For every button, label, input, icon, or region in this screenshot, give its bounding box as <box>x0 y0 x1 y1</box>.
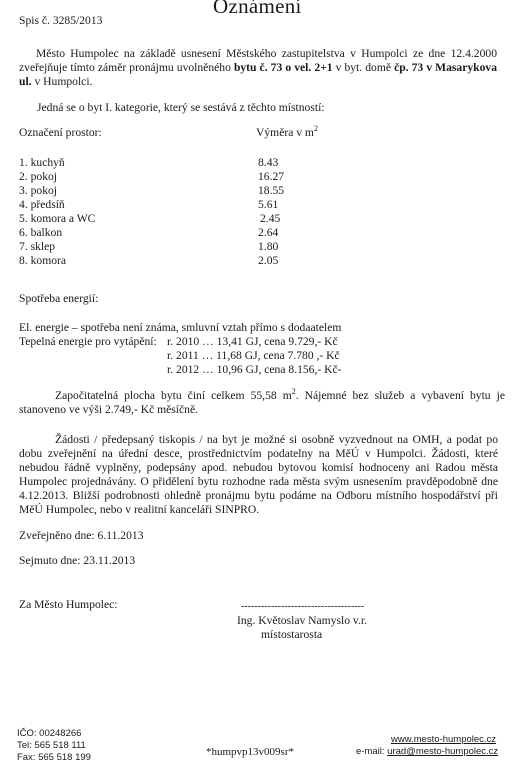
room-area: 2.05 <box>258 254 279 267</box>
room-area: 18.55 <box>258 184 285 197</box>
room-area: 2.64 <box>258 226 279 239</box>
heat-row: r. 2012 … 10,96 GJ, cena 8.156,- Kč- <box>167 363 342 376</box>
footer-ico: IČO: 00248266 <box>17 728 82 739</box>
for-city-label: Za Město Humpolec: <box>19 598 118 611</box>
room-name: 7. sklep <box>19 240 56 253</box>
file-reference: Spis č. 3285/2013 <box>19 14 103 27</box>
intro-end: v Humpolci. <box>31 75 93 88</box>
flat-number: bytu č. 73 o vel. 2+1 <box>233 61 333 74</box>
footer-tel: Tel: 565 518 111 <box>17 740 86 751</box>
area-paragraph: Započitatelná plocha bytu činí celkem 55,58 $m^2$. Nájemné bez služeb a vybavení bytu je stanoveno ve výši 2.749,- Kč měsíčně. <box>19 387 505 416</box>
email-link[interactable]: urad@mesto-humpolec.cz <box>387 746 499 757</box>
intro-text: Město Humpolec na základě usnesení Městského zastupitelstva v Humpolci ze dne 12.4.2000 zveřejňuje tímto záměr pronájmu uvolněného <box>19 47 497 74</box>
house-number: čp. 73 <box>394 61 424 74</box>
intro-mid: v byt. domě <box>332 61 395 74</box>
room-area: 8.43 <box>258 156 279 169</box>
intro-paragraph <box>19 47 497 89</box>
signatory-role: místostarosta <box>261 628 323 641</box>
page-title: Oznámení <box>213 0 302 18</box>
room-name: 2. pokoj <box>19 170 58 183</box>
room-area: 16.27 <box>258 170 285 183</box>
footer-email: e-mail: urad@mesto-humpolec.cz <box>356 746 499 757</box>
document-code: *humpvp13v009sr* <box>206 746 294 758</box>
heat-label: Tepelná energie pro vytápění: <box>19 335 157 348</box>
room-name: 3. pokoj <box>19 184 58 197</box>
rooms-header-label: Označení prostor: <box>19 126 102 139</box>
energy-heading: Spotřeba energií: <box>19 292 99 305</box>
street: v Masarykova ul. <box>19 61 498 88</box>
room-name: 8. komora <box>19 254 67 267</box>
footer-web-link[interactable]: www.mesto-humpolec.cz <box>391 734 497 745</box>
room-area: 2.45 <box>260 212 281 225</box>
room-name: 6. balkon <box>19 226 63 239</box>
room-area: 1.80 <box>258 240 279 253</box>
published-date: Zveřejněno dne: 6.11.2013 <box>19 529 144 542</box>
rooms-header-area: Výměra v $m^2$ <box>256 124 318 139</box>
signatory-name: Ing. Květoslav Namyslo v.r. <box>237 614 367 627</box>
application-paragraph: Žádosti / předepsaný tiskopis / na byt je možné si osobně vyzvednout na OMH, a podat po dobu zveřejnění na úřední desce, prostřednictvím podatelny na MěÚ v Humpolci. Žádosti, které nebudou řádně vyplněny, podepsány apod. nebudou bytovou komisí hodnoceny ani Radou města Humpolec projednávány. O přidělení bytu rozhodne rada města svým usnesením pravděpodobně dne 4.12.2013. Bližší podrobnosti ohledně pronájmu bytu podáme na Odboru místního hospodářství při MěÚ Humpolec, nebo v realitní kanceláři SINPRO. <box>19 433 498 516</box>
room-name: 5. komora a WC <box>19 212 96 225</box>
room-area: 5.61 <box>258 198 279 211</box>
heat-row: r. 2010 … 13,41 GJ, cena 9.729,- Kč <box>167 335 338 348</box>
electric-energy: El. energie – spotřeba není známa, smluvní vztah přímo s dodaatelem <box>19 321 342 334</box>
heat-row: r. 2011 … 11,68 GJ, cena 7.780 ,- Kč <box>167 349 340 362</box>
removed-date: Sejmuto dne: 23.11.2013 <box>19 554 136 567</box>
footer-fax: Fax: 565 518 199 <box>17 752 91 763</box>
room-name: 1. kuchyň <box>19 156 65 169</box>
signature-line: ------------------------------------- <box>241 601 365 612</box>
room-name: 4. předsíň <box>19 198 65 211</box>
category-text: Jedná se o byt I. kategorie, který se sestává z těchto místností: <box>37 101 325 114</box>
